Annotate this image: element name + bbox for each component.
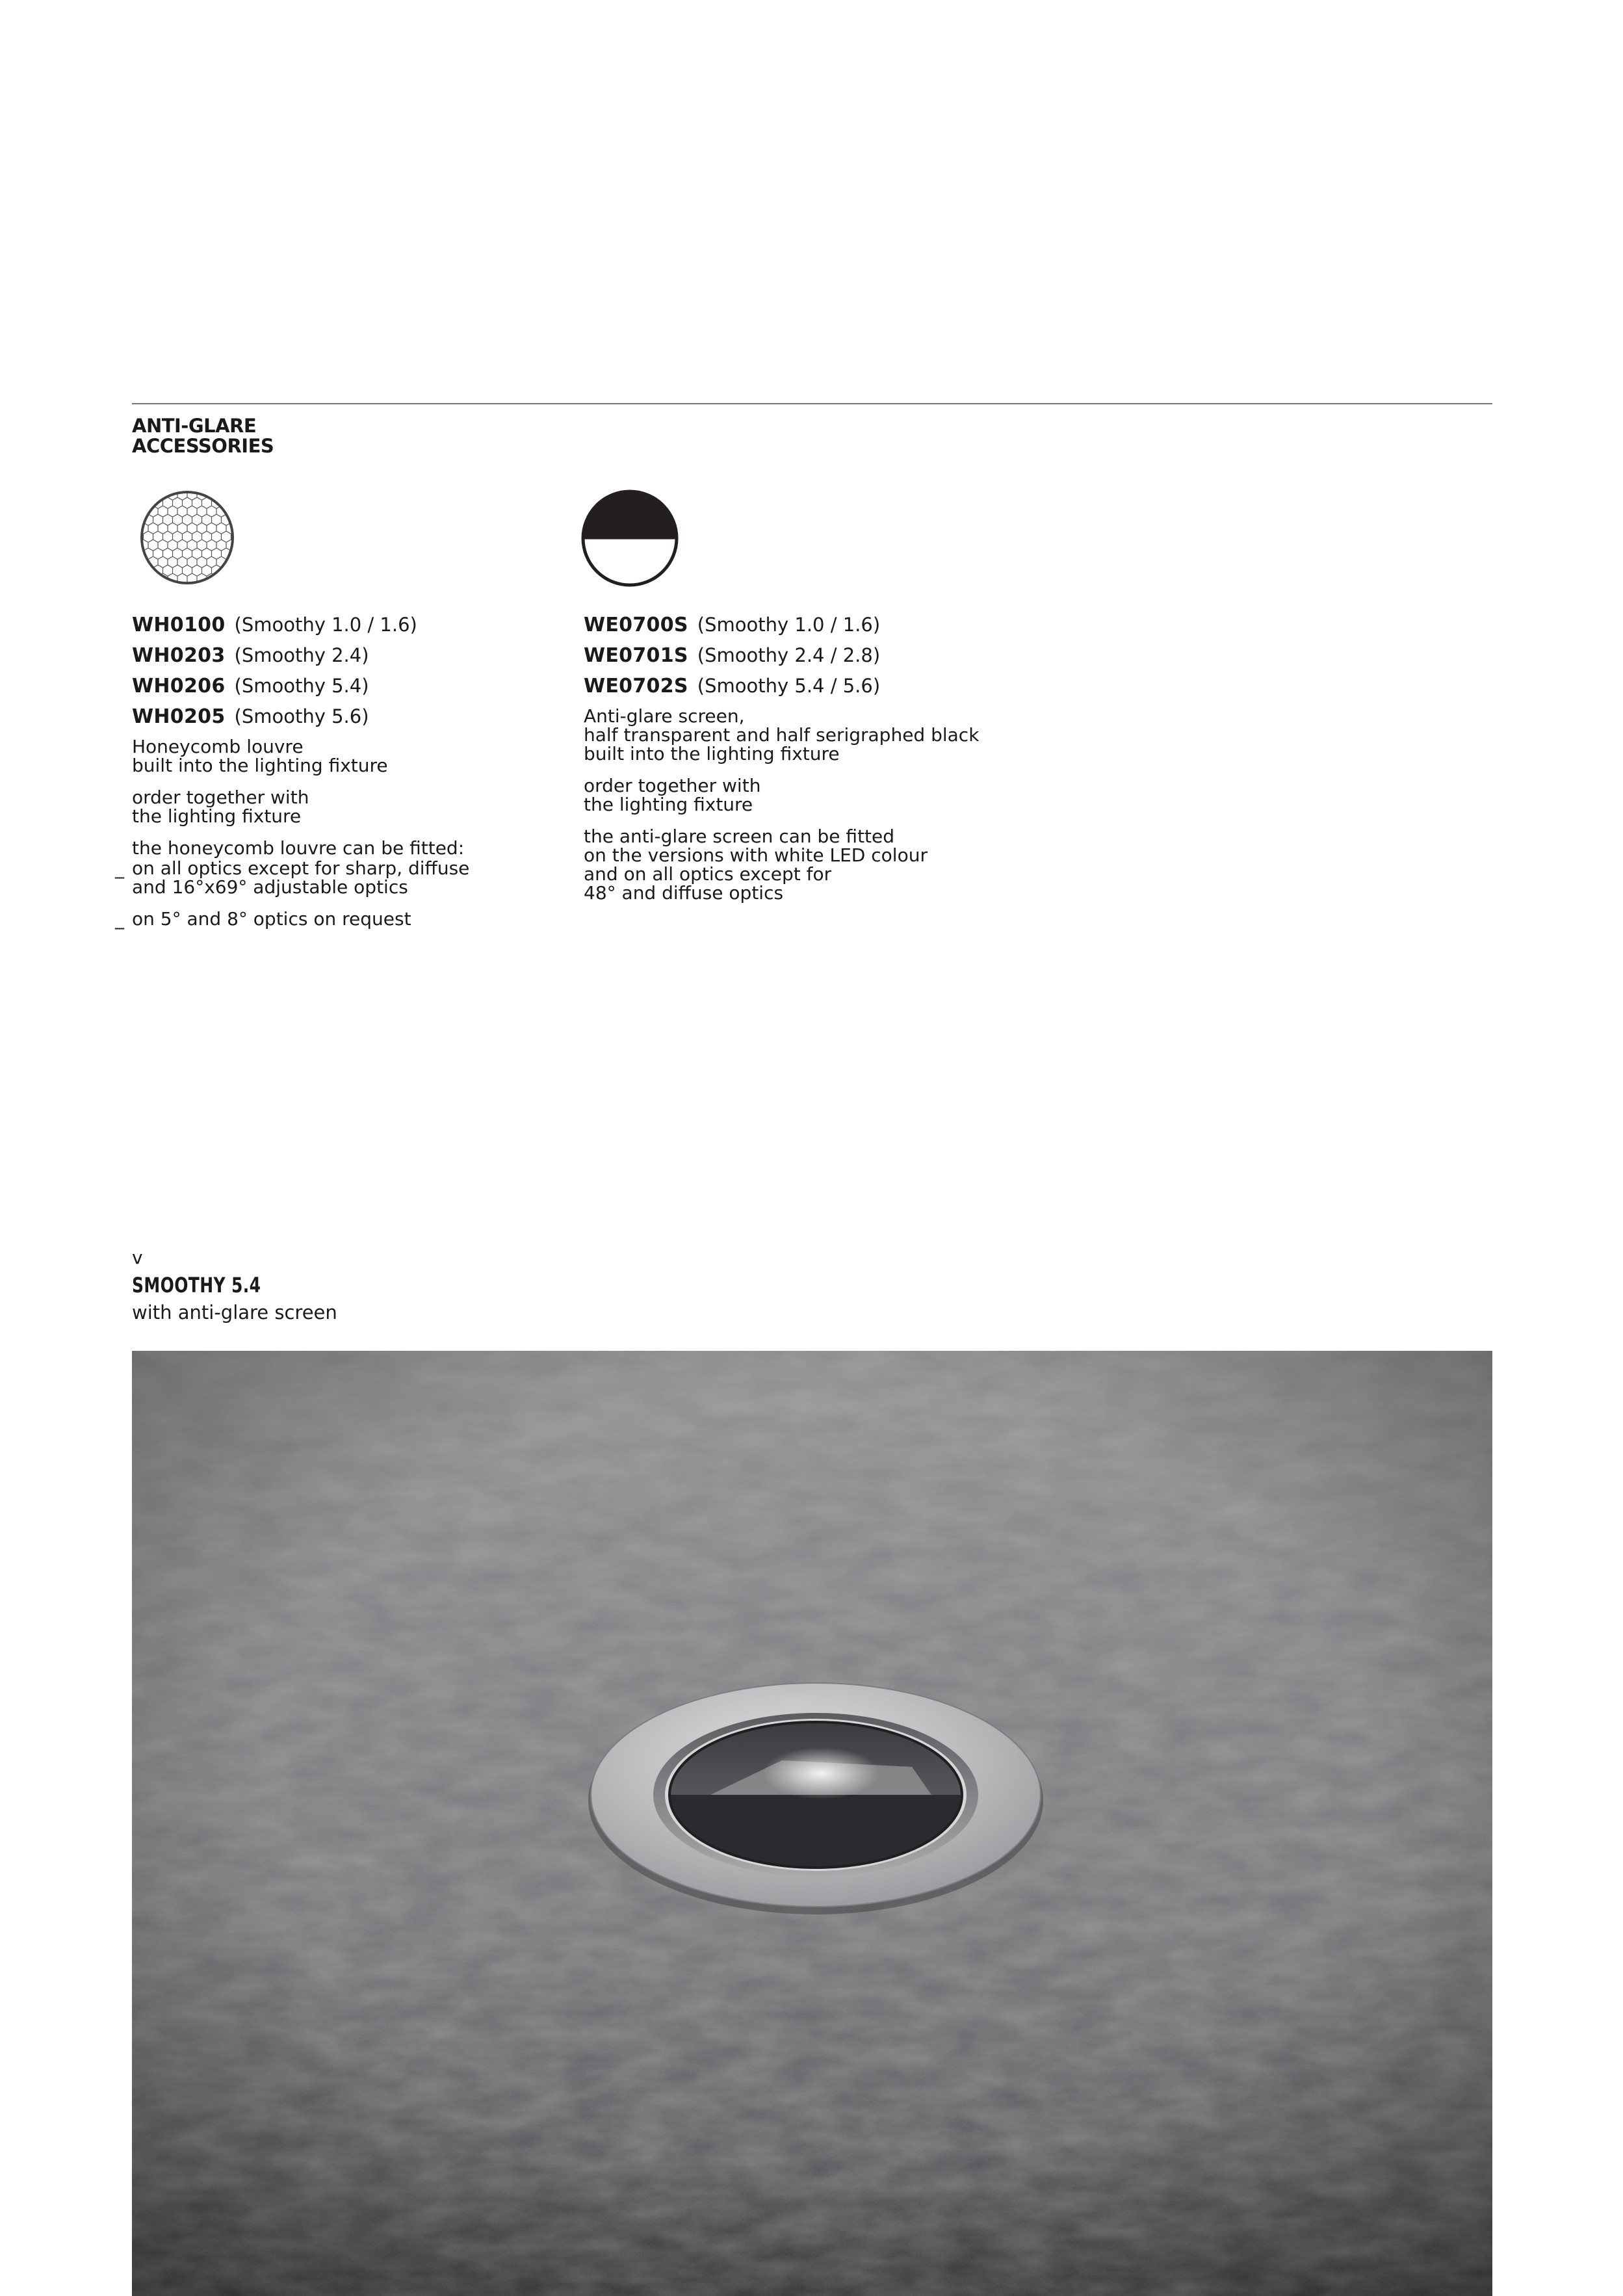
bullet-item [115,908,574,930]
section-title [132,416,587,456]
bullet-line: and 16°x69° adjustable optics [132,876,408,898]
order-line: the lighting fixture [584,794,753,815]
screen-column [584,612,1026,915]
bullet-line: on all optics except for sharp, diffuse [132,857,470,879]
description [132,737,574,775]
fitting-line: 48° and diffuse optics [584,882,784,904]
product-code: WE0701S [584,644,688,667]
description-line: half transparent and half serigraphed black [584,724,980,746]
product-code: WE0702S [584,675,688,698]
product-code: WH0206 [132,675,226,698]
product-code: WH0203 [132,644,226,667]
product-variant: (Smoothy 1.0 / 1.6) [697,614,881,636]
bullet-line: on 5° and 8° optics on request [132,908,411,930]
product-variant: (Smoothy 2.4 / 2.8) [697,644,881,666]
order-note [584,776,1026,814]
product-code-row [132,643,574,673]
product-code-row [132,673,574,704]
product-variant: (Smoothy 5.4) [234,675,369,697]
honeycomb-louvre-icon [138,489,236,586]
description-line: Honeycomb louvre [132,736,304,757]
product-variant: (Smoothy 1.0 / 1.6) [234,614,417,636]
product-code-row [132,612,574,643]
fitting-note [132,839,574,857]
product-code-row [584,673,1026,704]
bullet-marker: _ [115,857,124,879]
photo-subtitle: with anti-glare screen [132,1301,337,1324]
fitting-note [584,827,1026,902]
product-variant: (Smoothy 2.4) [234,644,369,666]
fitting-line: on the versions with white LED colour [584,844,928,866]
order-line: the lighting fixture [132,805,302,827]
bullet-marker: _ [115,908,124,930]
fitting-line: and on all optics except for [584,863,832,885]
section-divider [132,403,1492,404]
caption-arrow: v [132,1247,143,1268]
product-photo [132,1351,1492,2296]
product-code-row [132,704,574,735]
bullet-item [115,857,574,898]
product-variant: (Smoothy 5.6) [234,705,369,727]
half-screen-icon [580,489,679,588]
product-code-row [584,612,1026,643]
description-line: built into the lighting fixture [132,755,388,776]
product-variant: (Smoothy 5.4 / 5.6) [697,675,881,697]
section-title-line: ACCESSORIES [132,435,274,457]
product-code-row [584,643,1026,673]
order-note [132,788,574,826]
photo-title: SMOOTHY 5.4 [132,1273,261,1298]
description-line: built into the lighting fixture [584,743,840,764]
order-line: order together with [584,775,761,796]
order-line: order together with [132,787,309,808]
section-title-line: ANTI-GLARE [132,415,257,437]
product-code: WH0100 [132,614,226,636]
description-line: Anti-glare screen, [584,705,745,727]
description [584,707,1026,763]
fitting-line: the anti-glare screen can be fitted [584,826,895,847]
product-code: WE0700S [584,614,688,636]
fitting-line: the honeycomb louvre can be fitted: [132,837,465,859]
honeycomb-column [115,612,574,941]
product-code: WH0205 [132,705,226,728]
